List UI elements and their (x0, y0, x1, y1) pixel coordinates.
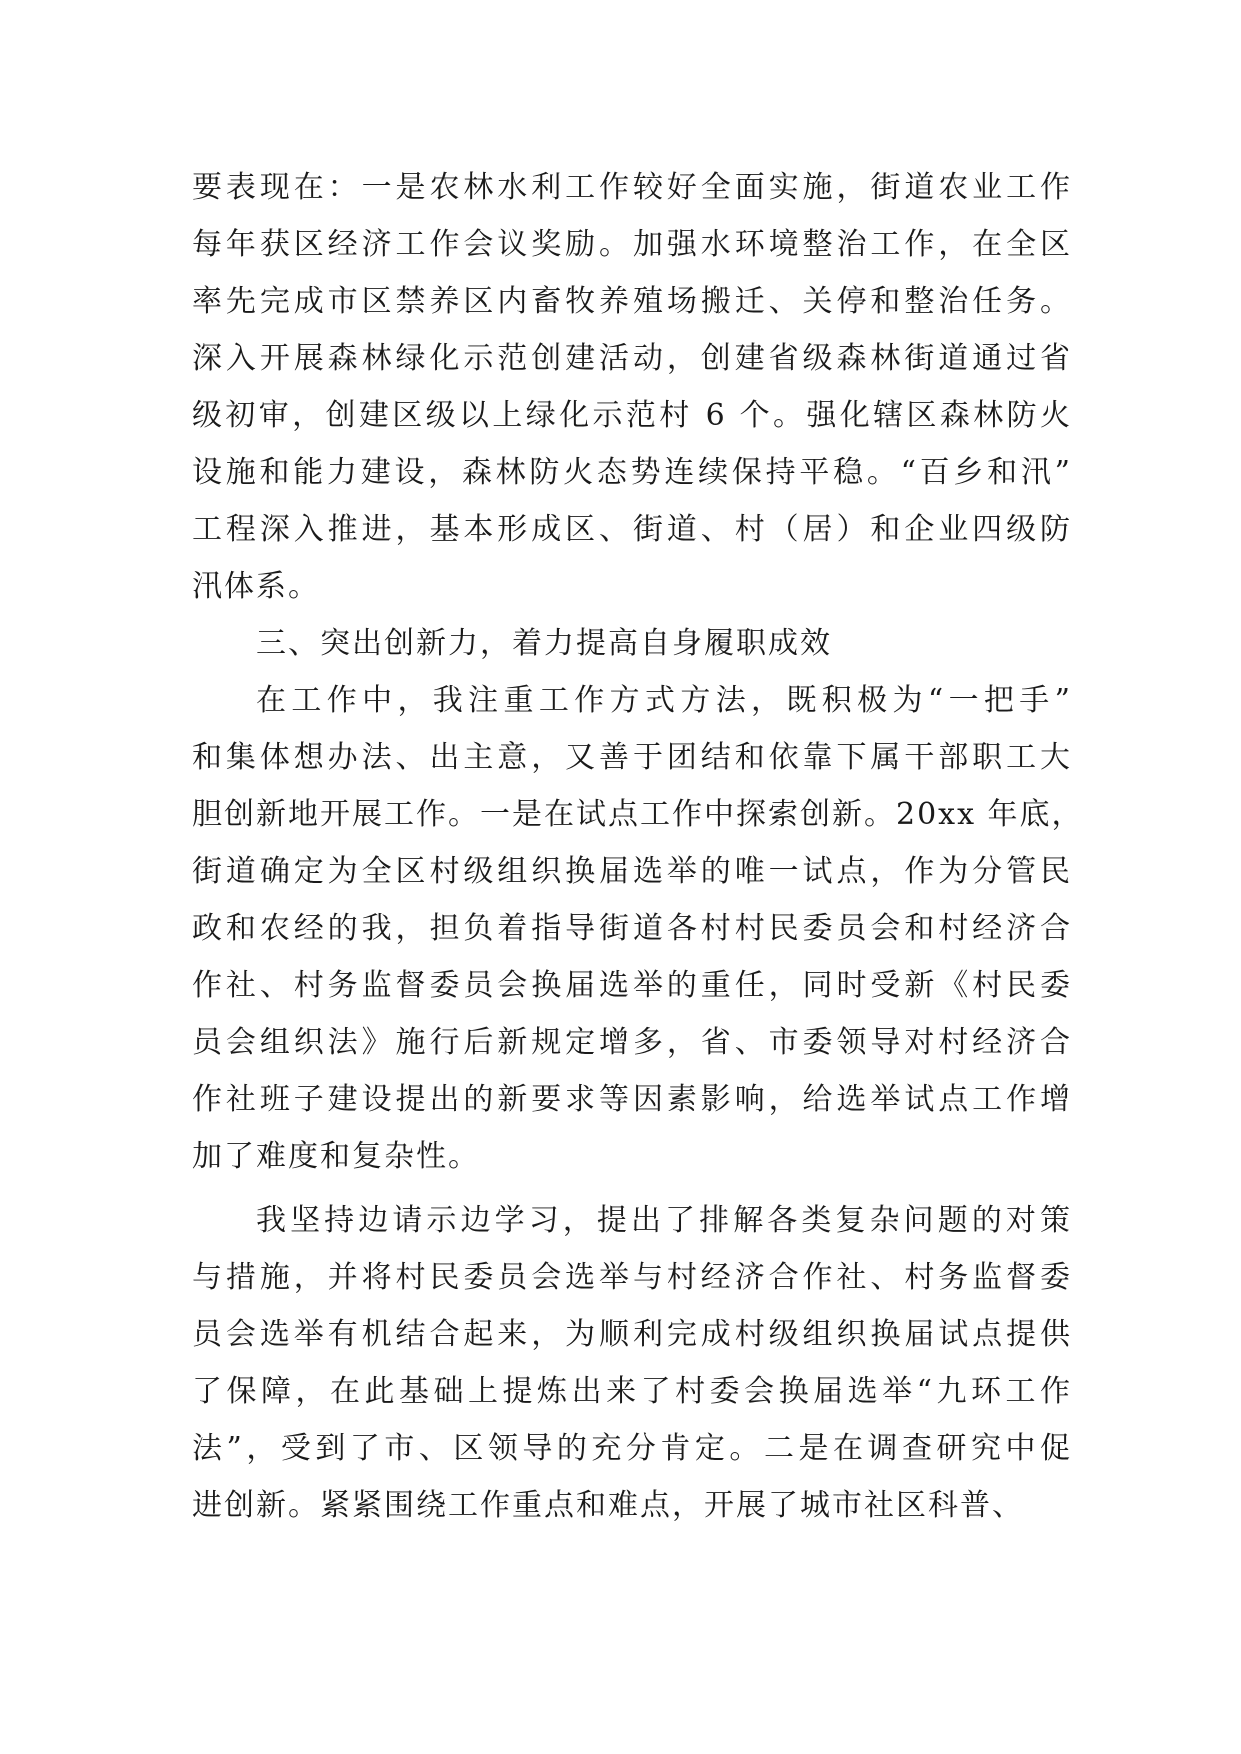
text-line: 了保障，在此基础上提炼出来了村委会换届选举“九环工作 (192, 1374, 1072, 1409)
text-line: 设施和能力建设，森林防火态势连续保持平稳。“百乡和汛” (192, 455, 1072, 490)
document-body (192, 159, 1084, 1534)
section-heading (192, 615, 1072, 672)
text-line: 级初审，创建区级以上绿化示范村 6 个。强化辖区森林防火 (192, 398, 1072, 433)
text-line: 街道确定为全区村级组织换届选举的唯一试点，作为分管民 (192, 854, 1072, 889)
text-line: 政和农经的我，担负着指导街道各村村民委员会和村经济合 (192, 911, 1072, 946)
text-line: 作社、村务监督委员会换届选举的重任，同时受新《村民委 (192, 968, 1072, 1003)
paragraph (192, 159, 1072, 615)
text-line: 法”，受到了市、区领导的充分肯定。二是在调查研究中促 (192, 1431, 1072, 1466)
text-line: 率先完成市区禁养区内畜牧养殖场搬迁、关停和整治任务。 (192, 284, 1072, 319)
text-line: 三、突出创新力，着力提高自身履职成效 (256, 626, 832, 661)
text-line: 和集体想办法、出主意，又善于团结和依靠下属干部职工大 (192, 740, 1072, 775)
text-line: 每年获区经济工作会议奖励。加强水环境整治工作，在全区 (192, 227, 1072, 262)
text-line: 深入开展森林绿化示范创建活动，创建省级森林街道通过省 (192, 341, 1072, 376)
text-line: 加了难度和复杂性。 (192, 1139, 480, 1174)
paragraph (192, 672, 1084, 1185)
text-line: 工程深入推进，基本形成区、街道、村（居）和企业四级防 (192, 512, 1072, 547)
text-line: 作社班子建设提出的新要求等因素影响，给选举试点工作增 (192, 1082, 1072, 1117)
text-line: 胆创新地开展工作。一是在试点工作中探索创新。20xx 年底， (192, 797, 1084, 832)
paragraph (192, 1192, 1072, 1534)
text-line: 与措施，并将村民委员会选举与村经济合作社、村务监督委 (192, 1260, 1072, 1295)
text-line: 员会组织法》施行后新规定增多，省、市委领导对村经济合 (192, 1025, 1072, 1060)
text-line: 进创新。紧紧围绕工作重点和难点，开展了城市社区科普、 (192, 1488, 1024, 1523)
text-line: 汛体系。 (192, 569, 320, 604)
text-line: 要表现在：一是农林水利工作较好全面实施，街道农业工作 (192, 170, 1072, 205)
paragraph-gap (192, 1185, 1072, 1192)
text-line: 我坚持边请示边学习，提出了排解各类复杂问题的对策 (256, 1203, 1072, 1238)
text-line: 在工作中，我注重工作方式方法，既积极为“一把手” (256, 683, 1072, 718)
text-line: 员会选举有机结合起来，为顺利完成村级组织换届试点提供 (192, 1317, 1072, 1352)
